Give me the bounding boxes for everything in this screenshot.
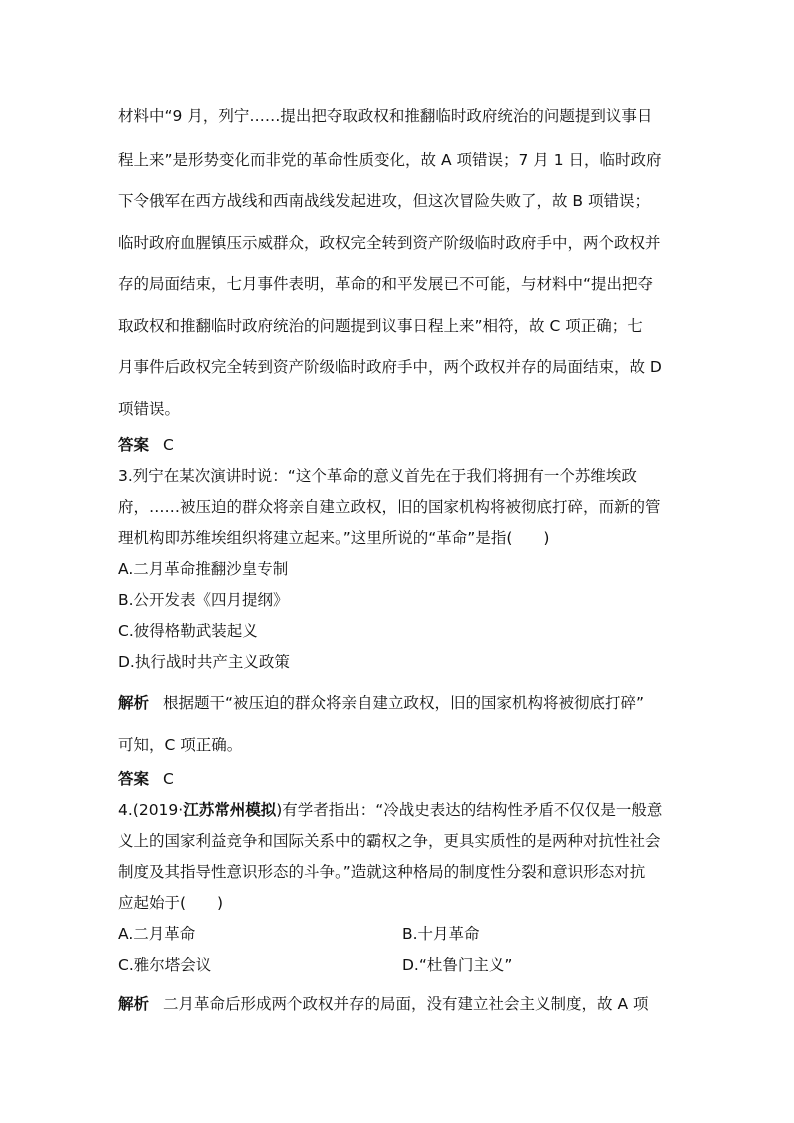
question-prefix: 4.(2019· [118, 801, 184, 819]
answer-label: 答案 [118, 770, 150, 788]
question-text-line: 理机构即苏维埃组织将建立起来。”这里所说的“革命”是指( ) [118, 529, 550, 547]
option-c: C.彼得格勒武装起义 [118, 622, 258, 640]
analysis-label: 解析 [118, 694, 150, 712]
question-text-line: 义上的国家利益竞争和国际关系中的霸权之争，更具实质性的是两种对抗性社会 [118, 832, 661, 850]
analysis-text-line: 月事件后政权完全转到资产阶级临时政府手中，两个政权并存的局面结束，故 D [118, 358, 662, 376]
option-b: B.十月革命 [402, 925, 480, 943]
option-a: A.二月革命 [118, 925, 196, 943]
question-text-line: 应起始于( ) [118, 894, 224, 912]
analysis-text-line: 程上来”是形势变化而非党的革命性质变化，故 A 项错误；7 月 1 日，临时政府 [118, 151, 662, 169]
answer-line [118, 768, 678, 790]
question-text-line: 3.列宁在某次演讲时说：“这个革命的意义首先在于我们将拥有一个苏维埃政 [118, 467, 637, 485]
option-row [118, 923, 678, 945]
analysis-text-line: 取政权和推翻临时政府统治的问题提到议事日程上来”相符，故 C 项正确；七 [118, 317, 643, 335]
analysis-text-line: 存的局面结束，七月事件表明，革命的和平发展已不可能，与材料中“提出把夺 [118, 275, 654, 293]
analysis-line [118, 692, 678, 714]
answer-value: C [163, 770, 174, 788]
question-text: )有学者指出：“冷战史表达的结构性矛盾不仅仅是一般意 [276, 801, 663, 819]
question-text-line [118, 799, 678, 821]
analysis-text-line: 下令俄军在西方战线和西南战线发起进攻，但这次冒险失败了，故 B 项错误； [118, 192, 650, 210]
answer-value: C [163, 436, 174, 454]
analysis-text-line: 临时政府血腥镇压示威群众，政权完全转到资产阶级临时政府手中，两个政权并 [118, 234, 661, 252]
option-row [118, 954, 678, 976]
option-b: B.公开发表《四月提纲》 [118, 591, 289, 609]
analysis-text-line: 材料中“9 月，列宁……提出把夺取政权和推翻临时政府统治的问题提到议事日 [118, 107, 653, 125]
analysis-text-line: 可知，C 项正确。 [118, 736, 243, 754]
analysis-line [118, 993, 678, 1015]
answer-label: 答案 [118, 436, 150, 454]
analysis-text: 根据题干“被压迫的群众将亲自建立政权，旧的国家机构将被彻底打碎” [163, 694, 645, 712]
question-source: 江苏常州模拟 [183, 801, 277, 819]
analysis-text: 二月革命后形成两个政权并存的局面，没有建立社会主义制度，故 A 项 [163, 995, 649, 1013]
option-d: D.“杜鲁门主义” [402, 956, 513, 974]
answer-line [118, 434, 678, 456]
question-text-line: 府，……被压迫的群众将亲自建立政权，旧的国家机构将被彻底打碎，而新的管 [118, 498, 661, 516]
question-text-line: 制度及其指导性意识形态的斗争。”造就这种格局的制度性分裂和意识形态对抗 [118, 863, 646, 881]
option-c: C.雅尔塔会议 [118, 956, 212, 974]
analysis-text-line: 项错误。 [118, 400, 181, 418]
option-a: A.二月革命推翻沙皇专制 [118, 560, 289, 578]
option-d: D.执行战时共产主义政策 [118, 653, 290, 671]
analysis-label: 解析 [118, 995, 150, 1013]
